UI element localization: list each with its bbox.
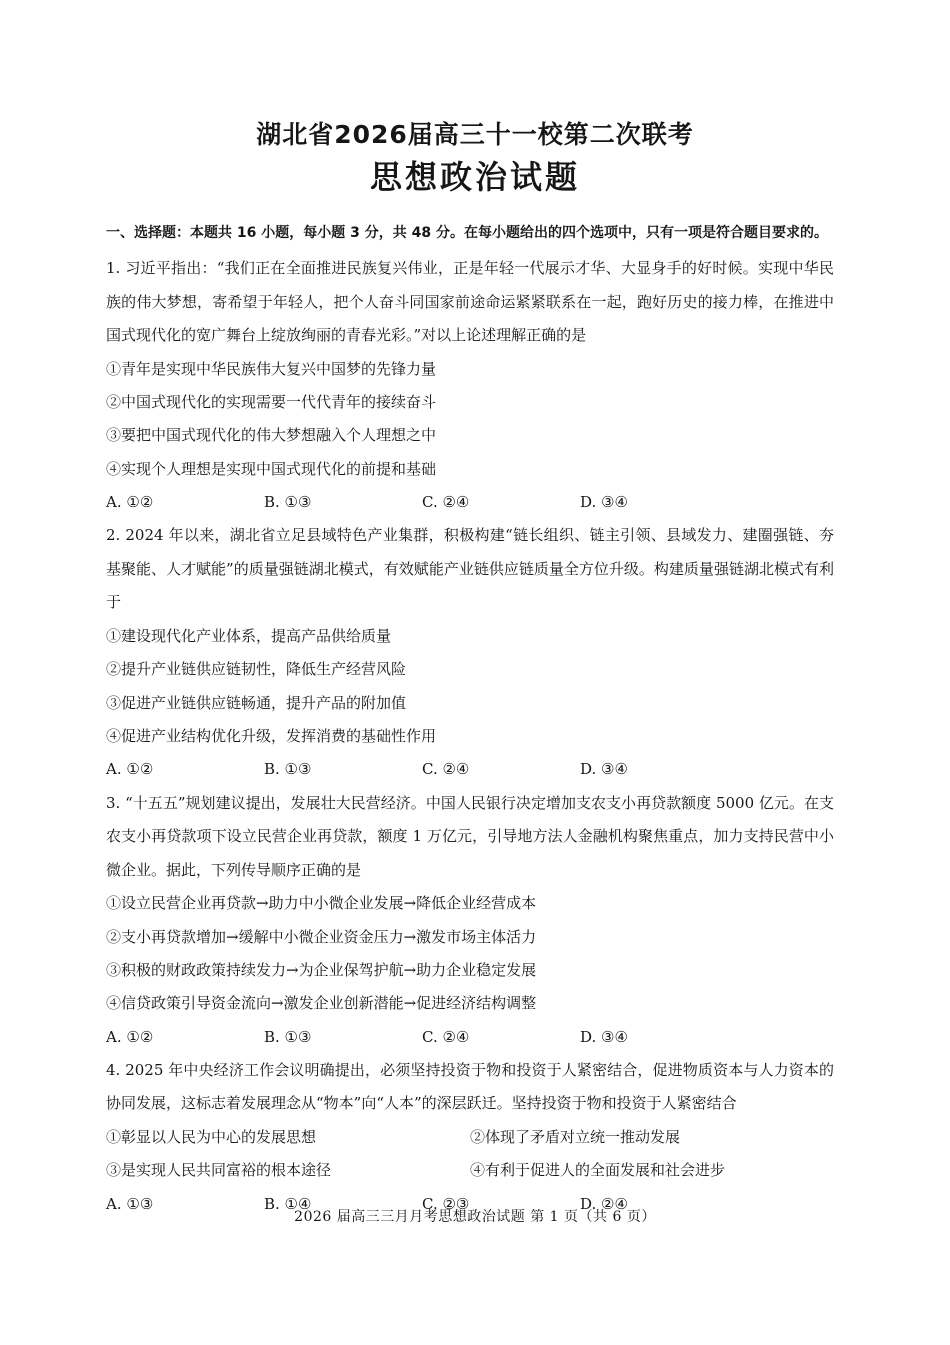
answer-options (106, 1021, 834, 1054)
statement: ③是实现人民共同富裕的根本途径 (106, 1161, 332, 1180)
option-c: C. ②④ (422, 1027, 470, 1046)
exam-subject-title: 思想政治试题 (369, 158, 580, 196)
option-b: B. ①③ (264, 1027, 312, 1046)
statement: ②提升产业链供应链韧性，降低生产经营风险 (106, 660, 407, 679)
option-b: B. ①④ (264, 1194, 312, 1213)
option-a: A. ①② (106, 1027, 154, 1046)
statement: ④有利于促进人的全面发展和社会进步 (470, 1161, 726, 1180)
option-b: B. ①③ (264, 760, 312, 779)
question-4 (106, 1054, 834, 1221)
statement: ③积极的财政政策持续发力→为企业保驾护航→助力企业稳定发展 (106, 960, 537, 979)
statement: ③促进产业链供应链畅通，提升产品的附加值 (106, 693, 407, 712)
statement: ①建设现代化产业体系，提高产品供给质量 (106, 627, 392, 646)
question-2 (106, 519, 834, 786)
option-c: C. ②③ (422, 1194, 470, 1213)
option-a: A. ①② (106, 492, 154, 511)
answer-options (106, 753, 834, 786)
statement-row (106, 1154, 834, 1187)
question-stem: 2. 2024 年以来，湖北省立足县域特色产业集群，积极构建“链长组织、链主引领、县域发力、建圈强链、夯基聚能、人才赋能”的质量强链湖北模式，有效赋能产业链供应链质量全方位升级。构建质量强链湖北模式有利于 (106, 526, 834, 612)
page-footer: 2026 届高三三月月考思想政治试题 第 1 页（共 6 页） (294, 1209, 656, 1225)
option-a: A. ①③ (106, 1194, 154, 1213)
option-d: D. ③④ (580, 492, 628, 511)
statement: ④实现个人理想是实现中国式现代化的前提和基础 (106, 459, 437, 478)
option-b: B. ①③ (264, 492, 312, 511)
answer-options (106, 486, 834, 519)
question-stem: 1. 习近平指出：“我们正在全面推进民族复兴伟业，正是年轻一代展示才华、大显身手的好时候。实现中华民族的伟大梦想，寄希望于年轻人，把个人奋斗同国家前途命运紧紧联系在一起，跑好历史的接力棒，在推进中国式现代化的宽广舞台上绽放绚丽的青春光彩。”对以上论述理解正确的是 (106, 259, 834, 345)
option-c: C. ②④ (422, 492, 470, 511)
statement: ④促进产业结构优化升级，发挥消费的基础性作用 (106, 726, 437, 745)
question-1 (106, 252, 834, 519)
option-c: C. ②④ (422, 760, 470, 779)
question-stem: 3. “十五五”规划建议提出，发展壮大民营经济。中国人民银行决定增加支农支小再贷款额度 5000 亿元。在支农支小再贷款项下设立民营企业再贷款，额度 1 万亿元，引导地方法人金融机构聚焦重点，加力支持民营中小微企业。据此，下列传导顺序正确的是 (106, 793, 834, 879)
statement: ①设立民营企业再贷款→助力中小微企业发展→降低企业经营成本 (106, 894, 537, 913)
statement: ③要把中国式现代化的伟大梦想融入个人理想之中 (106, 426, 437, 445)
questions-area (106, 252, 834, 1221)
question-3 (106, 787, 834, 1054)
question-stem: 4. 2025 年中央经济工作会议明确提出，必须坚持投资于物和投资于人紧密结合，促进物质资本与人力资本的协同发展，这标志着发展理念从“物本”向“人本”的深层跃迁。坚持投资于物和投资于人紧密结合 (106, 1060, 834, 1113)
statement: ②体现了矛盾对立统一推动发展 (470, 1127, 681, 1146)
option-d: D. ③④ (580, 760, 628, 779)
option-a: A. ①② (106, 760, 154, 779)
option-d: D. ③④ (580, 1027, 628, 1046)
section-heading: 一、选择题：本题共 16 小题，每小题 3 分，共 48 分。在每小题给出的四个选项中，只有一项是符合题目要求的。 (106, 225, 828, 241)
statement: ④信贷政策引导资金流向→激发企业创新潜能→促进经济结构调整 (106, 994, 537, 1013)
option-d: D. ②④ (580, 1194, 628, 1213)
statement-row (106, 1121, 834, 1154)
statement: ②中国式现代化的实现需要一代代青年的接续奋斗 (106, 393, 437, 412)
exam-title: 湖北省2026届高三十一校第二次联考 (256, 120, 694, 149)
statement: ①青年是实现中华民族伟大复兴中国梦的先锋力量 (106, 359, 437, 378)
statement: ②支小再贷款增加→缓解中小微企业资金压力→激发市场主体活力 (106, 927, 537, 946)
statement: ①彰显以人民为中心的发展思想 (106, 1127, 317, 1146)
